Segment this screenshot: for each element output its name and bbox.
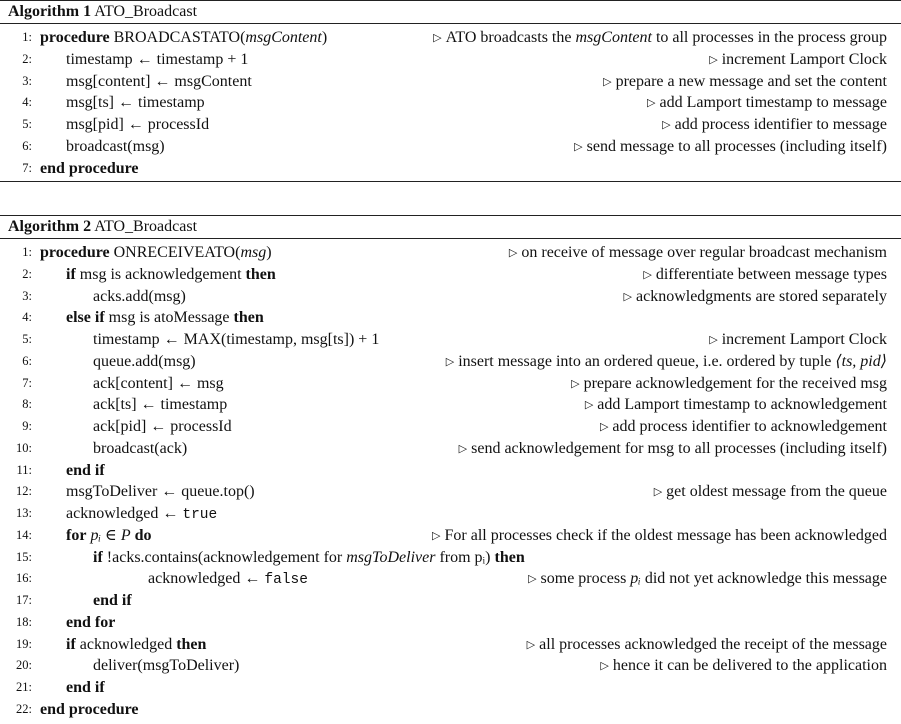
line-number: 15: <box>16 549 32 564</box>
triangle-right-icon: ▷ <box>432 529 441 542</box>
line-number: 5: <box>22 117 32 131</box>
line-number: 8: <box>22 397 32 412</box>
algo2-line-15 <box>0 547 901 569</box>
algo2-line-19 <box>0 634 901 656</box>
line-code: acks.add(msg) <box>93 287 186 305</box>
algo2-line-11 <box>0 460 901 482</box>
algo2-line-8 <box>0 394 901 416</box>
line-code: if msg is acknowledgement then <box>66 265 276 283</box>
algo2-line-9 <box>0 416 901 438</box>
triangle-right-icon: ▷ <box>623 290 632 303</box>
line-code: timestamp ← timestamp + 1 <box>66 50 249 68</box>
line-comment: ▷ all processes acknowledged the receipt of the message <box>526 635 887 653</box>
triangle-right-icon: ▷ <box>647 97 656 110</box>
triangle-right-icon: ▷ <box>709 53 718 66</box>
line-number: 2: <box>22 51 32 66</box>
triangle-right-icon: ▷ <box>653 486 663 499</box>
algorithm-name: ATO_Broadcast <box>94 218 198 235</box>
title-rule <box>0 23 901 24</box>
line-comment: ▷ prepare acknowledgement for the received msg <box>571 374 887 392</box>
line-number: 18: <box>16 614 32 629</box>
algo2-line-7 <box>0 373 901 395</box>
line-comment: ▷ ATO broadcasts the msgContent to all processes in the process group <box>433 29 887 46</box>
line-code: end for <box>66 613 116 631</box>
triangle-right-icon: ▷ <box>599 421 609 433</box>
line-comment: ▷ send message to all processes (including itself) <box>574 137 887 155</box>
triangle-right-icon: ▷ <box>584 399 594 412</box>
line-code: procedure ONRECEIVEATO(msg) <box>40 244 272 261</box>
algo1-line-5 <box>0 114 901 136</box>
line-code: msgToDeliver ← queue.top() <box>66 483 255 501</box>
line-code: broadcast(ack) <box>93 439 188 457</box>
algorithm-2-title <box>0 216 901 238</box>
line-number: 20: <box>16 658 32 673</box>
triangle-right-icon: ▷ <box>528 573 537 586</box>
algo1-line-3 <box>0 71 901 93</box>
line-comment: ▷ get oldest message from the queue <box>653 483 887 501</box>
algo1-line-2 <box>0 49 901 71</box>
line-comment: ▷ add Lamport timestamp to acknowledgement <box>584 396 887 414</box>
algo2-line-4 <box>0 307 901 329</box>
algorithm-1-block <box>0 0 901 182</box>
line-comment: ▷ increment Lamport Clock <box>709 331 887 348</box>
algo1-line-1 <box>0 27 901 49</box>
algo1-line-4 <box>0 92 901 114</box>
line-number: 1: <box>22 245 32 259</box>
line-comment: ▷ add Lamport timestamp to message <box>647 94 887 112</box>
algorithm-label: Algorithm 2 <box>8 218 92 235</box>
triangle-right-icon: ▷ <box>662 119 671 131</box>
algo2-line-17 <box>0 590 901 612</box>
line-code: end if <box>66 679 105 696</box>
algo2-line-10 <box>0 438 901 460</box>
triangle-right-icon: ▷ <box>458 442 468 455</box>
algo2-line-21 <box>0 677 901 699</box>
line-comment: ▷ on receive of message over regular broadcast mechanism <box>508 244 887 261</box>
line-number: 11: <box>16 462 32 477</box>
line-code: end if <box>93 592 132 609</box>
line-number: 7: <box>22 160 32 175</box>
line-number: 7: <box>22 375 32 390</box>
algo1-line-6 <box>0 136 901 158</box>
algo2-line-20 <box>0 655 901 677</box>
line-comment: ▷ add process identifier to acknowledgement <box>599 418 887 435</box>
triangle-right-icon: ▷ <box>709 334 718 346</box>
line-code: ack[content] ← msg <box>93 374 224 392</box>
triangle-right-icon: ▷ <box>445 355 455 368</box>
line-number: 4: <box>22 310 32 325</box>
line-comment: ▷ prepare a new message and set the content <box>603 72 887 90</box>
algo2-line-1 <box>0 242 901 264</box>
line-code: queue.add(msg) <box>93 352 196 370</box>
line-comment: ▷ send acknowledgement for msg to all processes (including itself) <box>458 439 887 457</box>
line-number: 4: <box>22 95 32 110</box>
line-code: else if msg is atoMessage then <box>66 309 264 327</box>
line-code: acknowledged ← false <box>148 570 308 589</box>
triangle-right-icon: ▷ <box>600 660 609 673</box>
line-comment: ▷ For all processes check if the oldest message has been acknowledged <box>432 526 887 544</box>
algorithm-1-title <box>0 1 901 23</box>
line-number: 6: <box>22 138 32 153</box>
triangle-right-icon: ▷ <box>508 247 518 259</box>
triangle-right-icon: ▷ <box>603 75 612 88</box>
line-number: 16: <box>16 571 32 586</box>
line-comment: ▷ add process identifier to message <box>662 116 887 133</box>
line-number: 12: <box>16 484 32 499</box>
algo1-line-7 <box>0 158 901 180</box>
line-number: 6: <box>22 353 32 368</box>
line-comment: ▷ hence it can be delivered to the application <box>600 657 887 675</box>
line-comment: ▷ acknowledgments are stored separately <box>623 287 887 305</box>
line-code: ack[ts] ← timestamp <box>93 396 228 414</box>
line-number: 21: <box>16 680 32 694</box>
line-number: 19: <box>16 636 32 651</box>
algo2-line-2 <box>0 264 901 286</box>
line-code: end procedure <box>40 159 139 177</box>
line-number: 5: <box>22 332 32 346</box>
triangle-right-icon: ▷ <box>574 140 583 153</box>
algorithm-label: Algorithm 1 <box>8 3 92 20</box>
line-code: deliver(msgToDeliver) <box>93 657 240 675</box>
algo2-line-13 <box>0 503 901 525</box>
line-code: acknowledged ← true <box>66 505 218 523</box>
triangle-right-icon: ▷ <box>643 268 652 281</box>
triangle-right-icon: ▷ <box>433 32 442 44</box>
algo2-line-22 <box>0 699 901 721</box>
line-comment: ▷ some process pᵢ did not yet acknowledge this message <box>528 570 887 588</box>
triangle-right-icon: ▷ <box>526 638 536 651</box>
line-code: if !acks.contains(acknowledgement for msgToDeliver from pᵢ) then <box>93 548 525 566</box>
line-code: if acknowledged then <box>66 635 207 653</box>
line-code: timestamp ← MAX(timestamp, msg[ts]) + 1 <box>93 331 380 348</box>
line-code: end if <box>66 461 105 479</box>
title-rule <box>0 238 901 239</box>
algo2-line-14 <box>0 525 901 547</box>
algorithm-2-block <box>0 215 901 721</box>
line-code: procedure BROADCASTATO(msgContent) <box>40 29 328 46</box>
line-number: 9: <box>22 419 32 433</box>
algo2-line-5 <box>0 329 901 351</box>
line-code: for pᵢ ∈ P do <box>66 526 152 544</box>
line-number: 14: <box>16 527 32 542</box>
line-code: broadcast(msg) <box>66 137 165 155</box>
line-code: msg[ts] ← timestamp <box>66 94 205 112</box>
bottom-rule <box>0 181 901 182</box>
line-code: msg[pid] ← processId <box>66 116 210 133</box>
algo2-line-6 <box>0 351 901 373</box>
line-code: end procedure <box>40 700 139 718</box>
algorithm-name: ATO_Broadcast <box>94 3 198 20</box>
triangle-right-icon: ▷ <box>571 377 580 390</box>
line-number: 1: <box>22 30 32 44</box>
algo2-line-16 <box>0 568 901 590</box>
line-number: 2: <box>22 266 32 281</box>
line-comment: ▷ insert message into an ordered queue, i.e. ordered by tuple ⟨ts, pid⟩ <box>445 352 887 370</box>
line-number: 17: <box>16 593 32 607</box>
line-code: ack[pid] ← processId <box>93 418 232 435</box>
line-comment: ▷ differentiate between message types <box>643 265 887 283</box>
algo2-line-3 <box>0 286 901 308</box>
line-code: msg[content] ← msgContent <box>66 72 252 90</box>
algo2-line-18 <box>0 612 901 634</box>
line-number: 10: <box>16 440 32 455</box>
line-number: 13: <box>16 506 32 520</box>
line-number: 3: <box>22 288 32 303</box>
line-number: 22: <box>16 701 32 716</box>
line-number: 3: <box>22 73 32 88</box>
line-comment: ▷ increment Lamport Clock <box>709 50 887 68</box>
algo2-line-12 <box>0 481 901 503</box>
